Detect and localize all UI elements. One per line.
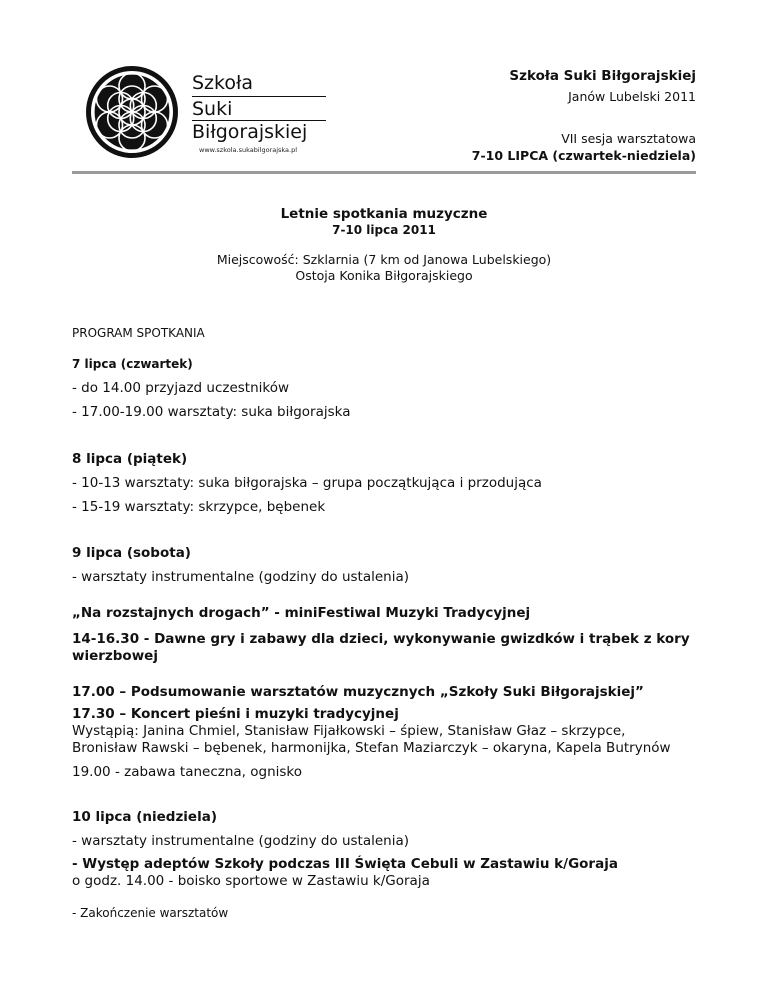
children-activities: 14-16.30 - Dawne gry i zabawy dla dzieci, wykonywanie gwizdków i trąbek z kory <box>72 631 690 647</box>
list-item: - warsztaty instrumentalne (godziny do ustalenia) <box>72 569 410 585</box>
header-session: VII sesja warsztatowa <box>561 131 696 146</box>
event-title: Letnie spotkania muzyczne <box>280 206 488 222</box>
day-title-3: 9 lipca (sobota) <box>72 545 191 561</box>
list-item: - do 14.00 przyjazd uczestników <box>72 380 290 396</box>
workshop-summary: 17.00 – Podsumowanie warsztatów muzycznych „Szkoły Suki Biłgorajskiej” <box>72 684 644 700</box>
dance-evening: 19.00 - zabawa taneczna, ognisko <box>72 764 303 780</box>
logo-text-line1: Szkoła <box>192 72 254 94</box>
logo-text-line3: Biłgorajskiej <box>192 121 308 143</box>
event-location: Miejscowość: Szklarnia (7 km od Janowa Lubelskiego) <box>216 252 552 267</box>
header-place: Janów Lubelski 2011 <box>568 89 696 104</box>
logo-url: www.szkola.sukabilgorajska.pl <box>199 146 298 154</box>
concert-title: 17.30 – Koncert pieśni i muzyki tradycyjnej <box>72 706 399 722</box>
list-item: - 15-19 warsztaty: skrzypce, bębenek <box>72 499 326 515</box>
header-dates: 7-10 LIPCA (czwartek-niedziela) <box>471 148 696 163</box>
workshop-ending: - Zakończenie warsztatów <box>72 906 229 920</box>
flower-of-life-icon <box>72 62 192 162</box>
list-item: - warsztaty instrumentalne (godziny do ustalenia) <box>72 833 410 849</box>
school-logo <box>72 62 326 162</box>
event-dates: 7-10 lipca 2011 <box>332 223 436 237</box>
list-item: - 10-13 warsztaty: suka biłgorajska – grupa początkująca i przodująca <box>72 475 542 491</box>
program-heading: PROGRAM SPOTKANIA <box>72 326 205 340</box>
event-location-detail: Ostoja Konika Biłgorajskiego <box>295 268 473 283</box>
logo-divider <box>192 96 326 97</box>
performance-detail: o godz. 14.00 - boisko sportowe w Zastawiu k/Goraja <box>72 873 430 889</box>
list-item: - 17.00-19.00 warsztaty: suka biłgorajska <box>72 404 351 420</box>
festival-title: „Na rozstajnych drogach” - miniFestiwal Muzyki Tradycyjnej <box>72 605 531 621</box>
header-organization: Szkoła Suki Biłgorajskiej <box>509 68 696 84</box>
day-title-2: 8 lipca (piątek) <box>72 451 188 467</box>
concert-performers-cont: Bronisław Rawski – bębenek, harmonijka, Stefan Maziarczyk – okaryna, Kapela Butrynów <box>72 740 671 756</box>
header-divider <box>72 171 696 174</box>
logo-text-line2: Suki <box>192 98 233 120</box>
performance-title: - Występ adeptów Szkoły podczas III Święta Cebuli w Zastawiu k/Goraja <box>72 856 618 872</box>
children-activities-cont: wierzbowej <box>72 648 158 664</box>
concert-performers: Wystąpią: Janina Chmiel, Stanisław Fijałkowski – śpiew, Stanisław Głaz – skrzypce, <box>72 723 626 739</box>
day-title-1: 7 lipca (czwartek) <box>72 357 193 371</box>
day-title-4: 10 lipca (niedziela) <box>72 809 217 825</box>
